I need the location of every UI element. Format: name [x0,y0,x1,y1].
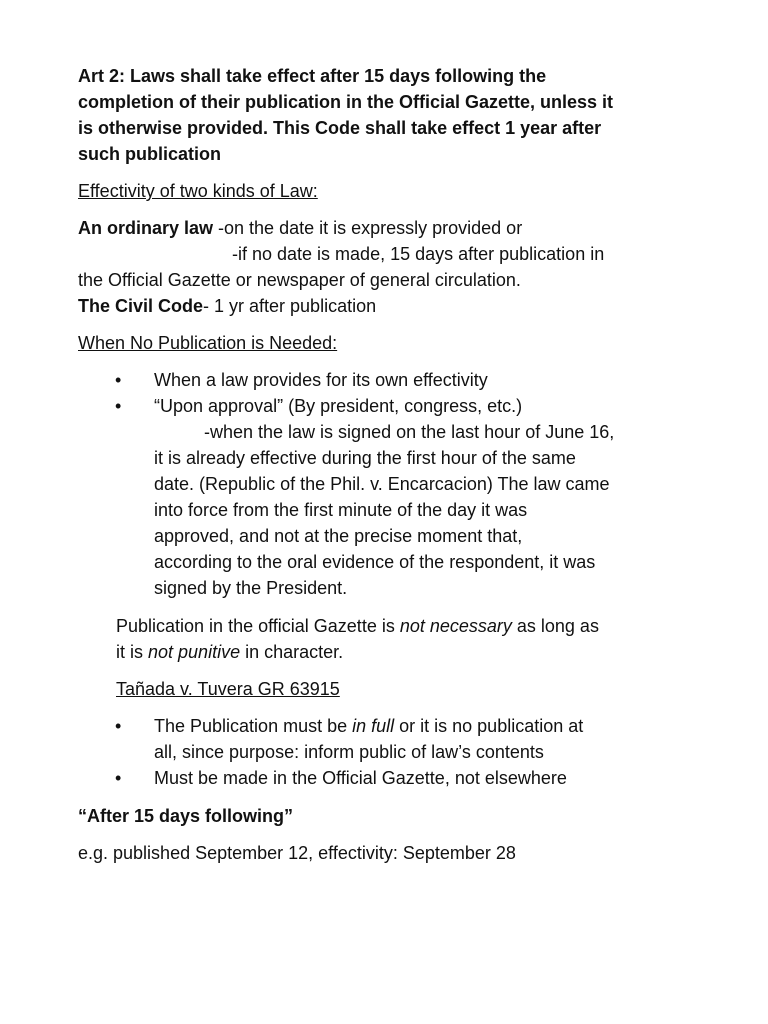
list-item [78,713,718,765]
ordinary-law-term: An ordinary law [78,218,214,238]
list-item-text [154,713,718,739]
ordinary-law-line [78,215,718,241]
list-item [78,367,718,393]
list-item-detail: approved, and not at the precise moment that, [154,526,523,546]
civil-code-term: The Civil Code [78,296,204,316]
effectivity-definitions [78,215,718,319]
list-item-detail: date. (Republic of the Phil. v. Encarcacion) The law came [154,474,610,494]
effectivity-heading: Effectivity of two kinds of Law: [78,181,318,201]
gazette-note-text: in character. [240,642,344,662]
article-2-paragraph [78,63,718,167]
after-15-example [78,840,718,866]
gazette-note-text: Publication in the official Gazette is [116,616,400,636]
list-item-detail: -when the law is signed on the last hour of June 16, [204,422,615,442]
list-item-detail: into force from the first minute of the day it was [154,500,528,520]
list-item-text: • “Upon approval” (By president, congress, etc.) [154,396,523,416]
art2-line: completion of their publication in the Official Gazette, unless it [78,92,614,112]
effectivity-heading-paragraph [78,178,718,204]
list-item-detail: according to the oral evidence of the respondent, it was [154,552,596,572]
gazette-note-emphasis: not punitive [148,642,241,662]
list-item-detail: signed by the President. [154,578,348,598]
gazette-note [78,613,718,665]
art2-line: Art 2: Laws shall take effect after 15 days following the [78,66,547,86]
tanada-heading: Tañada v. Tuvera GR 63915 [116,679,340,699]
list-item-emphasis: in full [352,716,395,736]
list-item-text-part: or it is no publication at [394,716,584,736]
no-publication-heading-paragraph [78,330,718,356]
civil-code-definition: - 1 yr after publication [203,296,377,316]
list-item-text: Must be made in the Official Gazette, not elsewhere [154,768,567,788]
art2-line: such publication [78,144,222,164]
ordinary-law-definition-cont: the Official Gazette or newspaper of general circulation. [78,270,521,290]
civil-code-line [78,293,718,319]
tanada-heading-paragraph [78,676,718,702]
list-item [78,765,718,791]
gazette-note-text: as long as [511,616,599,636]
after-15-heading [78,803,718,829]
art2-line: is otherwise provided. This Code shall take effect 1 year after [78,118,602,138]
list-item-text-part: The Publication must be [154,716,353,736]
ordinary-law-definition-cont: -if no date is made, 15 days after publication in [232,244,605,264]
after-15-heading-text: “After 15 days following” [78,806,294,826]
no-publication-heading: When No Publication is Needed: [78,333,338,353]
gazette-note-emphasis: not necessary [399,616,512,636]
after-15-example-text: e.g. published September 12, effectivity: September 28 [78,843,516,863]
list-item [78,393,718,601]
list-item-text: When a law provides for its own effectivity [154,370,488,390]
ordinary-law-definition: -on the date it is expressly provided or [213,218,523,238]
gazette-note-text: it is [116,642,149,662]
list-item-detail: it is already effective during the first hour of the same [154,448,576,468]
document-body [78,63,718,877]
tanada-list [78,713,718,791]
list-item-text-cont: all, since purpose: inform public of law’s contents [154,742,544,762]
no-publication-list [78,367,718,601]
